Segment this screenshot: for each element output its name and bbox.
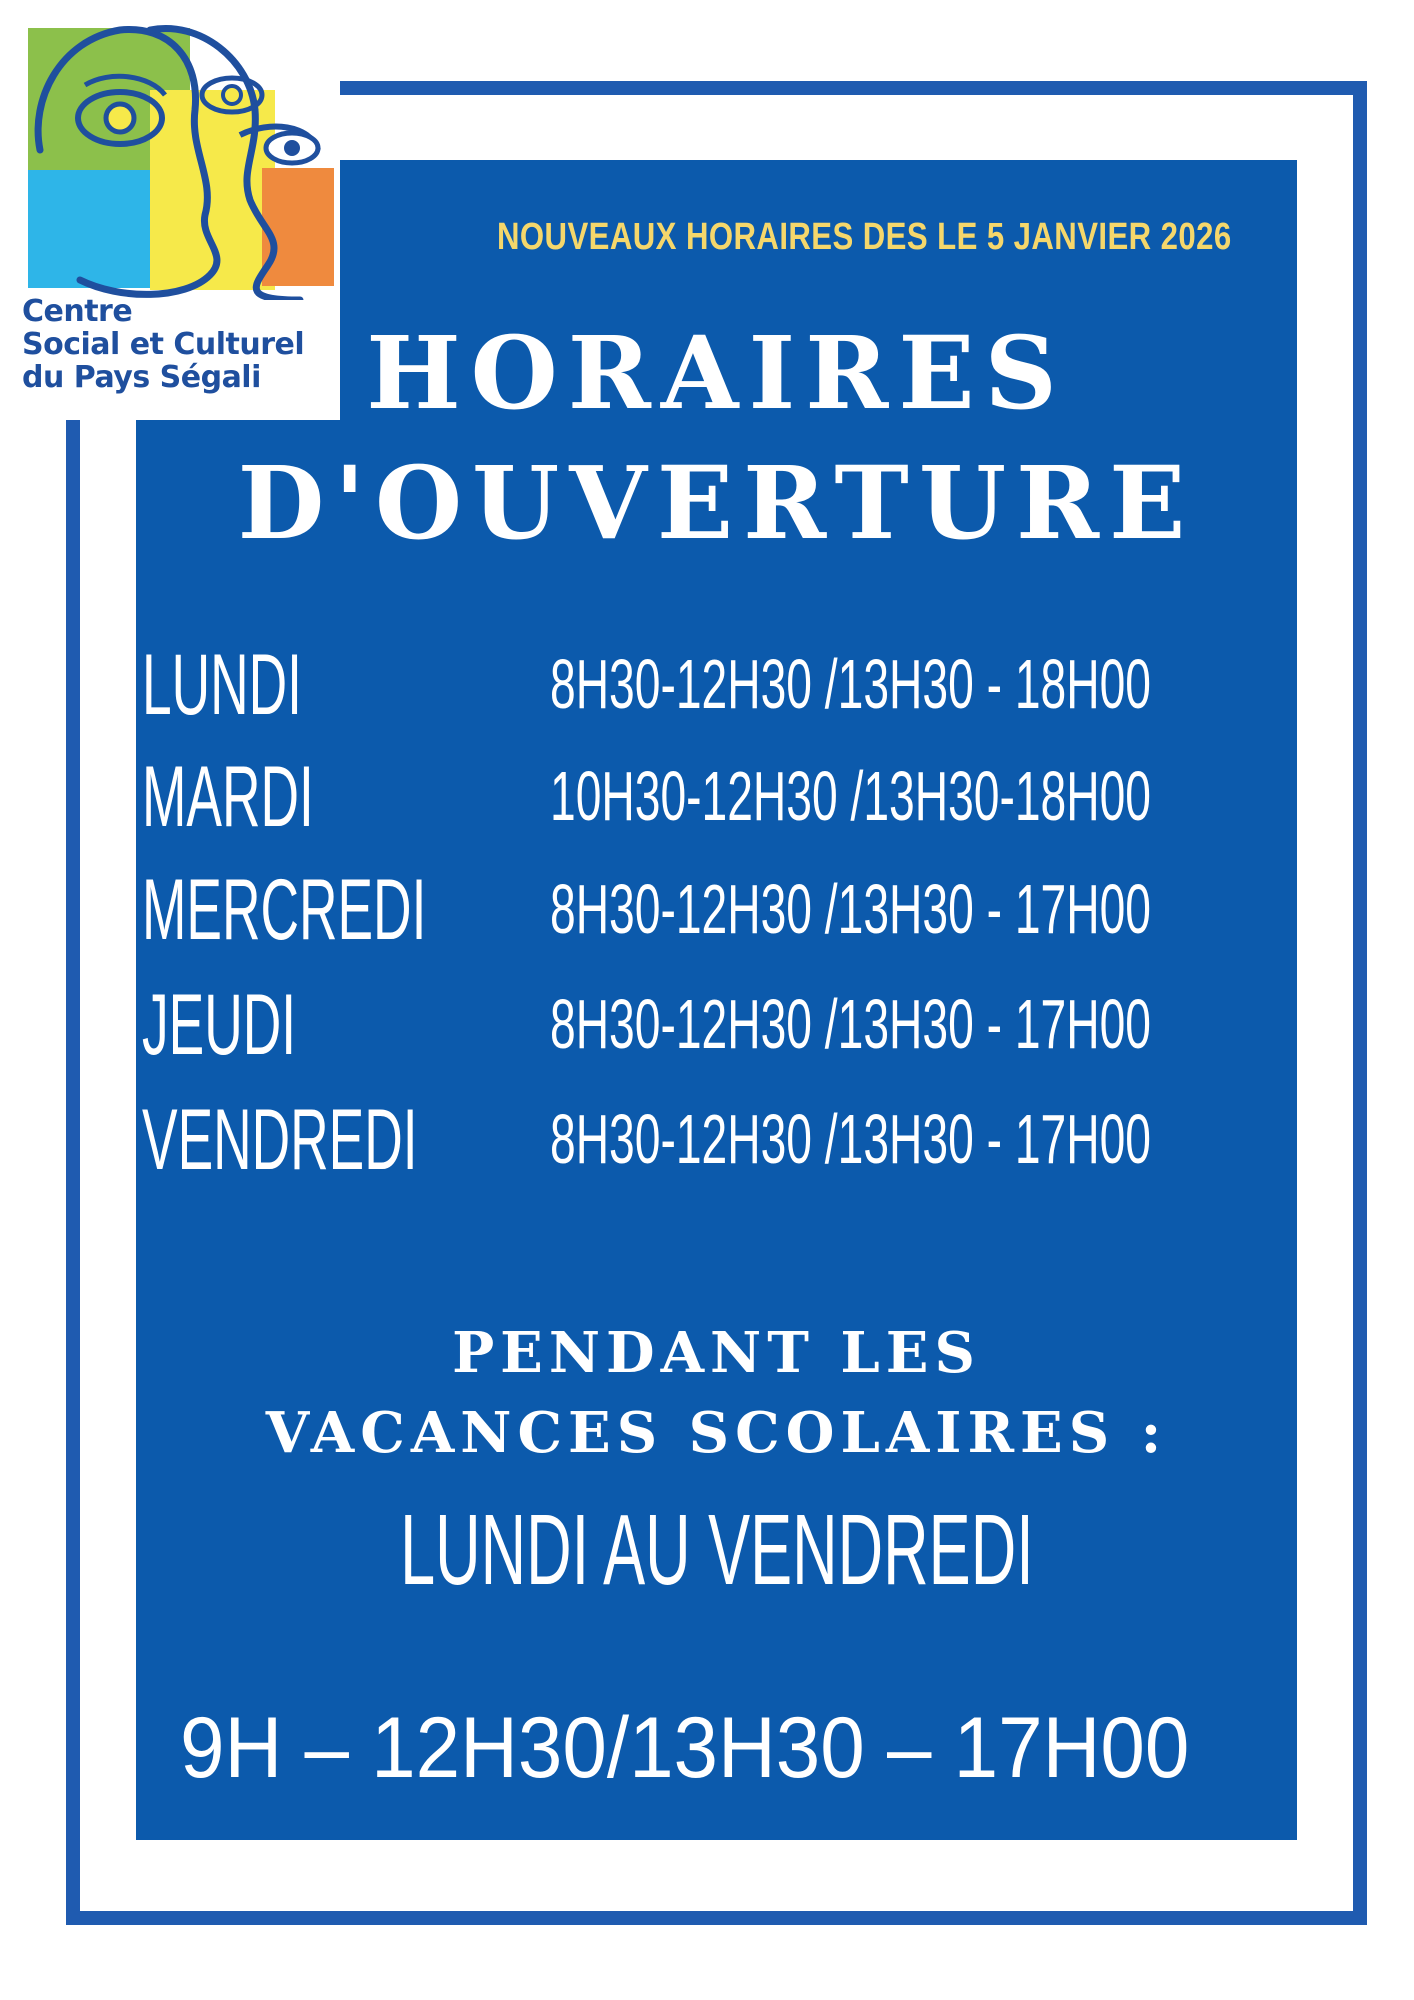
schedule-row-wednesday xyxy=(138,862,1298,958)
schedule-row-friday xyxy=(138,1092,1298,1188)
new-hours-notice: NOUVEAUX HORAIRES DES LE 5 JANVIER 2026 xyxy=(497,216,1232,258)
holidays-hours: 9H – 12H30/13H30 – 17H00 xyxy=(180,1700,1190,1796)
schedule-row-tuesday xyxy=(138,749,1298,845)
schedule-row-monday xyxy=(138,637,1298,733)
holidays-days xyxy=(136,1495,1297,1605)
logo-line-2: Social et Culturel xyxy=(22,327,305,362)
day-label: MARDI xyxy=(142,749,314,845)
holidays-days-label: LUNDI AU VENDREDI xyxy=(399,1494,1034,1606)
hours-value: 10H30-12H30 /13H30-18H00 xyxy=(550,757,1152,835)
hours-value: 8H30-12H30 /13H30 - 18H00 xyxy=(550,645,1151,723)
page-title-line-2: D'OUVERTURE xyxy=(237,444,1196,562)
logo-line-1: Centre xyxy=(22,294,133,329)
page-title-line-1: HORAIRES xyxy=(366,314,1067,432)
day-label: VENDREDI xyxy=(142,1092,418,1188)
holidays-heading-line-1: PENDANT LES xyxy=(452,1320,981,1386)
logo-line-3: du Pays Ségali xyxy=(22,360,261,395)
day-label: LUNDI xyxy=(142,637,302,733)
hours-value: 8H30-12H30 /13H30 - 17H00 xyxy=(550,1100,1151,1178)
hours-value: 8H30-12H30 /13H30 - 17H00 xyxy=(550,985,1151,1063)
day-label: MERCREDI xyxy=(142,862,427,958)
schedule-row-thursday xyxy=(138,977,1298,1073)
hours-value: 8H30-12H30 /13H30 - 17H00 xyxy=(550,870,1151,948)
day-label: JEUDI xyxy=(142,977,297,1073)
holidays-heading-line-2: VACANCES SCOLAIRES : xyxy=(265,1400,1168,1466)
logo-faces-icon xyxy=(0,0,340,300)
